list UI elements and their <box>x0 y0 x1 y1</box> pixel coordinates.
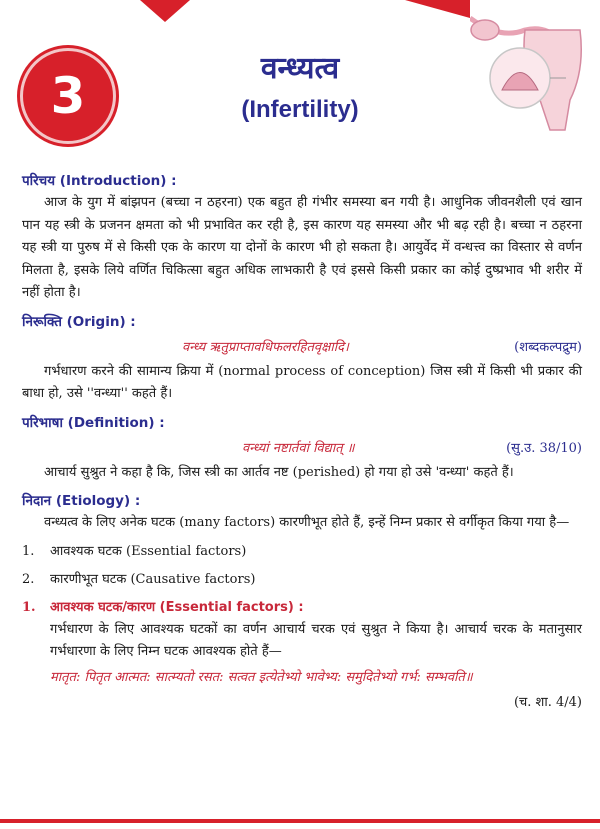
definition-reference: (सु.उ. 38/10) <box>506 440 582 456</box>
essential-number: 1. <box>22 599 36 615</box>
list-item <box>22 541 582 563</box>
origin-quote: वन्ध्य ऋतुप्राप्तावधिफलरहितवृक्षादि। <box>182 339 349 355</box>
intro-text: आज के युग में बांझपन (बच्चा न ठहरना) एक बहुत ही गंभीर समस्या बन गयी है। आधुनिक जीवनशैली एवं खान पान यह स्त्री के प्रजनन क्षमता को भी प्रभावित कर रही है, इस कारण यह समस्या और भी बढ़ रही है। बच्चा न ठहरना यह स्त्री या पुरुष में से किसी एक के कारण या दोनों के कारण भी हो सकता है। आयुर्वेद में वन्धत्त्व का विस्तार से वर्णन मिलता है, इसके लिये वर्णित चिकित्सा बहुत अधिक लाभकारी है एवं इससे किसी प्रकार का कोई दुष्प्रभाव भी शरीर में नहीं होता है। <box>22 195 582 300</box>
list-item <box>22 569 582 591</box>
red-triangle-decoration <box>140 0 190 22</box>
list-item-number: 1. <box>22 543 35 559</box>
list-item-label: आवश्यक घटक (Essential factors) <box>50 543 247 559</box>
essential-text: गर्भधारण के लिए आवश्यक घटकों का वर्णन आचार्य चरक एवं सुश्रुत ने किया है। आचार्य चरक के मतानुसार गर्भधारणा के लिए निम्न घटक आवश्यक होते हैं— <box>50 621 582 659</box>
origin-text: गर्भधारण करने की सामान्य क्रिया में (normal process of conception) जिस स्त्री में किसी भी प्रकार की बाधा हो, उसे ''वन्ध्या'' कहते हैं। <box>22 363 582 401</box>
essential-reference: (च. शा. 4/4) <box>513 694 582 710</box>
chapter-number: 3 <box>50 67 86 125</box>
intro-heading: परिचय (Introduction) : <box>22 173 177 189</box>
chapter-title-hindi: वन्ध्यत्व <box>260 51 340 86</box>
red-ribbon-decoration <box>405 0 470 18</box>
list-item-number: 2. <box>22 571 35 587</box>
bottom-rule <box>0 819 600 823</box>
essential-heading-text: आवश्यक घटक/कारण (Essential factors) : <box>50 599 304 615</box>
chapter-content <box>22 170 582 714</box>
definition-heading: परिभाषा (Definition) : <box>22 414 165 431</box>
definition-quote-row <box>22 438 582 460</box>
essential-factors-heading <box>22 597 582 619</box>
list-item-label: कारणीभूत घटक (Causative factors) <box>50 571 256 587</box>
etiology-heading: निदान (Etiology) : <box>22 493 141 509</box>
origin-reference: (शब्दकल्पद्रुम) <box>514 339 582 355</box>
origin-heading: निरूक्ति (Origin) : <box>22 313 136 330</box>
origin-quote-row <box>22 337 582 359</box>
definition-quote: वन्ध्यां नष्टार्तवां विद्यात् ॥ <box>242 440 355 456</box>
chapter-title-english: (Infertility) <box>241 96 359 123</box>
etiology-text: वन्ध्यत्व के लिए अनेक घटक (many factors) कारणीभूत होते हैं, इन्हें निम्न प्रकार से वर्गीकृत किया गया है— <box>44 515 570 530</box>
essential-shloka: मातृत: पितृत आत्मत: सात्म्यतो रसत: सत्वत इत्येतेभ्यो भावेभ्य: समुदितेभ्यो गर्भ: सम्भवति॥ <box>50 669 473 685</box>
definition-text: आचार्य सुश्रुत ने कहा है कि, जिस स्त्री का आर्तव नष्ट (perished) हो गया हो उसे 'वन्ध्या' कहते हैं। <box>44 464 514 480</box>
